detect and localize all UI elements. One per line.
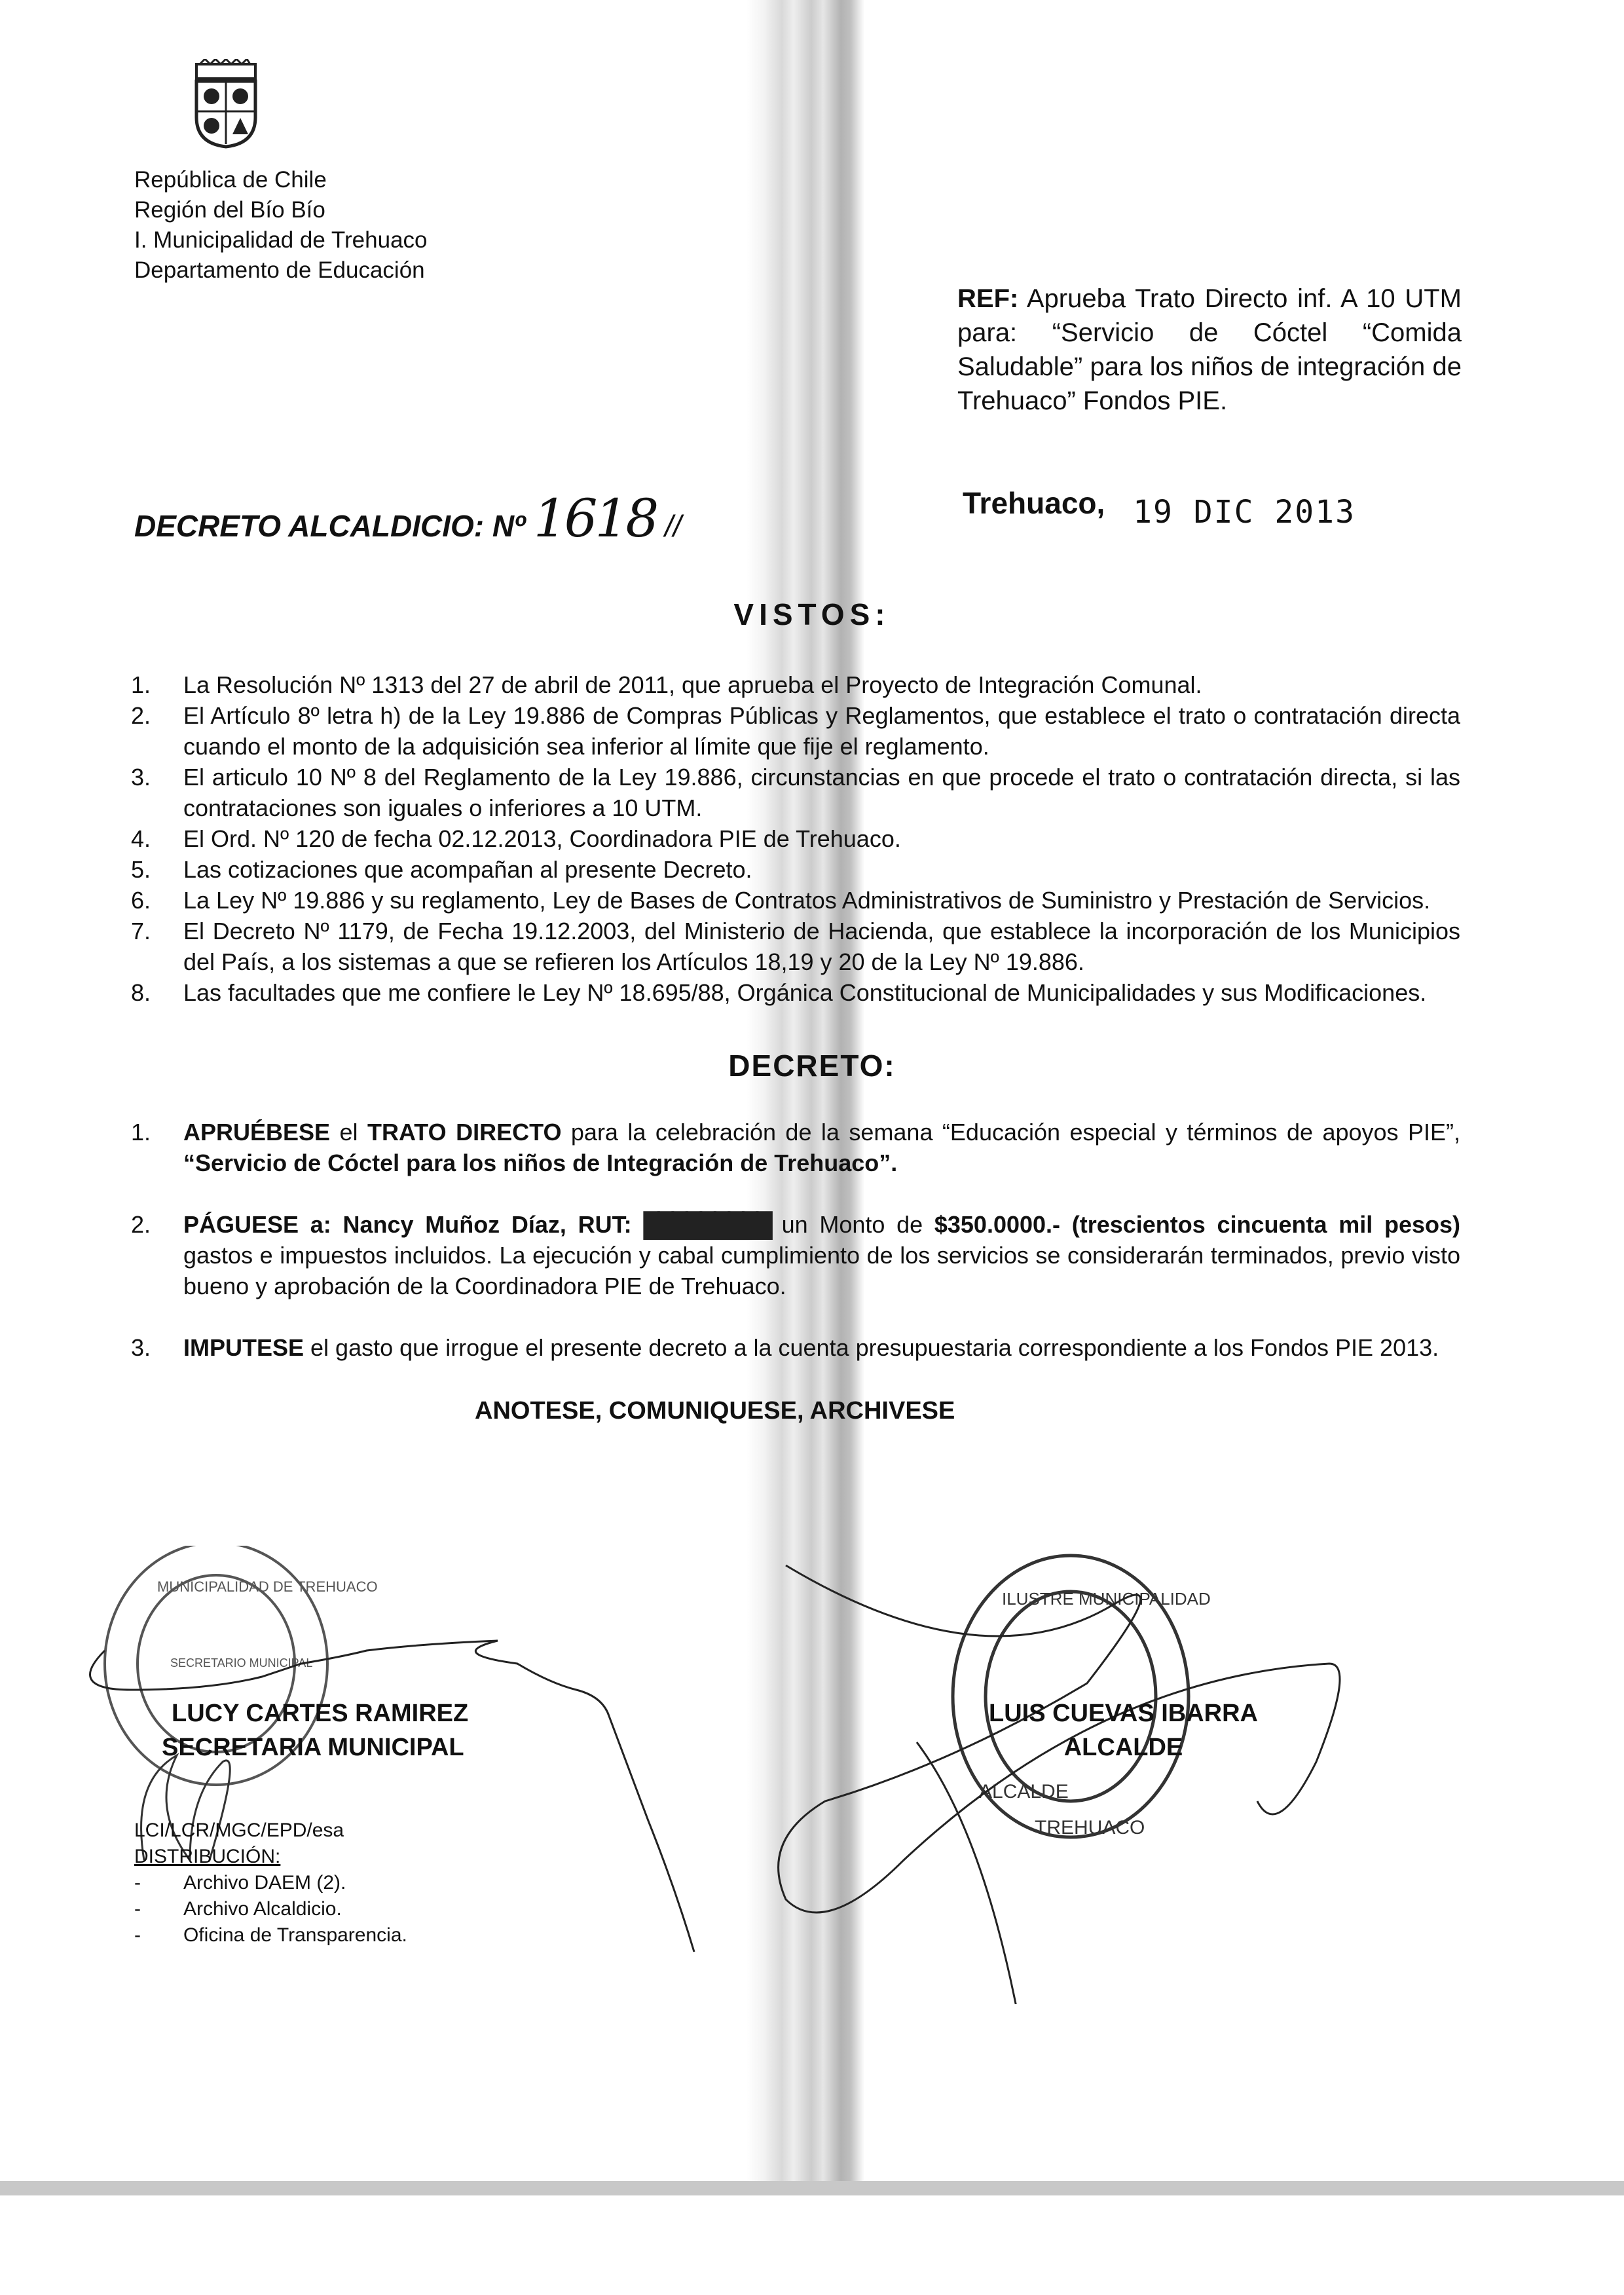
distribution-item xyxy=(134,1870,407,1896)
vistos-item xyxy=(131,762,1460,823)
bullet-dash: - xyxy=(134,1898,141,1920)
item-text: El Artículo 8º letra h) de la Ley 19.886 de Compras Públicas y Reglamentos, que establece el trato o contratación directa cuando el monto de la adquisición sea inferior al límite que fije el reglamento. xyxy=(183,702,1460,760)
item-number: 2. xyxy=(131,702,151,729)
text: para la celebración de la semana “Educación especial y términos de apoyos PIE”, xyxy=(561,1119,1460,1146)
vistos-item xyxy=(131,885,1460,916)
stamp-text: ILUSTRE MUNICIPALIDAD xyxy=(1002,1589,1211,1609)
distribution-item xyxy=(134,1896,407,1922)
item-number: 5. xyxy=(131,856,151,883)
decreto-heading: DECRETO: xyxy=(728,1049,896,1083)
bold-text: “Servicio de Cóctel para los niños de Integración de Trehuaco”. xyxy=(183,1149,898,1176)
vistos-item xyxy=(131,977,1460,1008)
item-text xyxy=(183,1117,1460,1178)
text: un Monto de xyxy=(769,1211,934,1238)
signer-role: ALCALDE xyxy=(1063,1734,1183,1761)
mayor-signature-block xyxy=(989,1696,1258,1764)
text: gastos e impuestos incluidos. La ejecución y cabal cumplimiento de los servicios se considerarán terminados, previo visto bueno y aprobación de la Coordinadora PIE de Trehuaco. xyxy=(183,1242,1460,1299)
decree-number-line xyxy=(134,488,682,549)
decree-suffix: // xyxy=(665,509,682,543)
item-text: El articulo 10 Nº 8 del Reglamento de la Ley 19.886, circunstancias en que procede el trato o contratación directa, si las contrataciones son iguales o inferiores a 10 UTM. xyxy=(183,764,1460,821)
vistos-heading: VISTOS: xyxy=(733,597,891,631)
stamped-date: 19 DIC 2013 xyxy=(1133,494,1356,531)
bold-text: $350.0000.- (trescientos cincuenta mil pesos) xyxy=(934,1211,1460,1238)
bold-text: TRATO DIRECTO xyxy=(367,1119,562,1146)
closing-formula: ANOTESE, COMUNIQUESE, ARCHIVESE xyxy=(475,1397,955,1425)
issuer-header xyxy=(134,165,428,286)
decreto-list xyxy=(131,1117,1460,1363)
item-text: El Ord. Nº 120 de fecha 02.12.2013, Coordinadora PIE de Trehuaco. xyxy=(183,825,901,852)
vistos-item xyxy=(131,823,1460,854)
decreto-item xyxy=(131,1209,1460,1301)
secretary-signature-block xyxy=(162,1696,469,1764)
item-text: La Ley Nº 19.886 y su reglamento, Ley de Bases de Contratos Administrativos de Suministro y Prestación de Servicios. xyxy=(183,887,1431,914)
municipal-crest-logo xyxy=(187,59,265,151)
item-text xyxy=(183,1209,1460,1301)
bold-text: IMPUTESE xyxy=(183,1334,304,1361)
item-number: 1. xyxy=(131,671,151,698)
item-text: El Decreto Nº 1179, de Fecha 19.12.2003, del Ministerio de Hacienda, que establece la incorporación de los Municipios del País, a los sistemas a que se refieren los Artículos 18,19 y 20 de la Ley Nº 19.886. xyxy=(183,918,1460,975)
header-line: República de Chile xyxy=(134,167,327,193)
distribution-list xyxy=(134,1870,407,1949)
redacted-rut: █████████ xyxy=(643,1211,770,1238)
text: el xyxy=(330,1119,367,1146)
item-text: Las facultades que me confiere le Ley Nº 18.695/88, Orgánica Constitucional de Municipalidades y sus Modificaciones. xyxy=(183,979,1427,1006)
decreto-item xyxy=(131,1332,1460,1363)
place: Trehuaco, xyxy=(963,486,1105,520)
scan-bottom-edge xyxy=(0,2181,1624,2195)
vistos-item xyxy=(131,669,1460,700)
decree-label: DECRETO ALCALDICIO: Nº xyxy=(134,509,525,543)
item-number: 6. xyxy=(131,887,151,914)
header-line: Departamento de Educación xyxy=(134,257,425,283)
item-text: La Resolución Nº 1313 del 27 de abril de 2011, que aprueba el Proyecto de Integración Comunal. xyxy=(183,671,1202,698)
item-number: 7. xyxy=(131,918,151,944)
item-number: 2. xyxy=(131,1211,151,1238)
vistos-item xyxy=(131,854,1460,885)
stamp-text: ALCALDE xyxy=(979,1781,1069,1802)
handwritten-decree-number: 1618 xyxy=(533,488,657,549)
item-number: 4. xyxy=(131,825,151,852)
item-number: 3. xyxy=(131,1334,151,1361)
distribution-text: Archivo DAEM (2). xyxy=(183,1872,346,1894)
signer-role: SECRETARIA MUNICIPAL xyxy=(162,1734,464,1761)
vistos-list xyxy=(131,669,1460,1008)
body-flow xyxy=(131,596,1460,1426)
decreto-item xyxy=(131,1117,1460,1178)
distribution-text: Oficina de Transparencia. xyxy=(183,1924,407,1946)
vistos-item xyxy=(131,700,1460,762)
reference-block xyxy=(957,282,1462,418)
stamp-text: TREHUACO xyxy=(1035,1817,1145,1838)
initials: LCI/LCR/MGC/EPD/esa xyxy=(134,1819,344,1841)
item-number: 3. xyxy=(131,764,151,791)
ref-text: Aprueba Trato Directo inf. A 10 UTM para: “Servicio de Cóctel “Comida Saludable” para los niños de integración de Trehuaco” Fondos PIE. xyxy=(957,284,1462,415)
text: el gasto que irrogue el presente decreto a la cuenta presupuestaria correspondiente a los Fondos PIE 2013. xyxy=(304,1334,1439,1361)
vistos-item xyxy=(131,916,1460,977)
bullet-dash: - xyxy=(134,1924,141,1946)
item-text xyxy=(183,1332,1460,1363)
item-number: 1. xyxy=(131,1119,151,1146)
signer-name: LUIS CUEVAS IBARRA xyxy=(989,1700,1258,1727)
bullet-dash: - xyxy=(134,1872,141,1894)
distribution-item xyxy=(134,1922,407,1949)
distribution-text: Archivo Alcaldicio. xyxy=(183,1898,342,1920)
footer xyxy=(134,1818,407,1949)
item-number: 8. xyxy=(131,979,151,1006)
item-text: Las cotizaciones que acompañan al presente Decreto. xyxy=(183,856,752,883)
ref-label: REF: xyxy=(957,284,1019,313)
place-date xyxy=(963,485,1356,531)
bold-text: PÁGUESE a: Nancy Muñoz Díaz, RUT: xyxy=(183,1211,632,1238)
distribution-label: DISTRIBUCIÓN: xyxy=(134,1846,281,1867)
header-line: Región del Bío Bío xyxy=(134,197,325,223)
header-line: I. Municipalidad de Trehuaco xyxy=(134,227,428,253)
bold-text: APRUÉBESE xyxy=(183,1119,331,1146)
stamp-text: MUNICIPALIDAD DE TREHUACO xyxy=(157,1578,378,1595)
signer-name: LUCY CARTES RAMIREZ xyxy=(172,1700,469,1727)
stamp-text: SECRETARIO MUNICIPAL xyxy=(170,1656,313,1670)
